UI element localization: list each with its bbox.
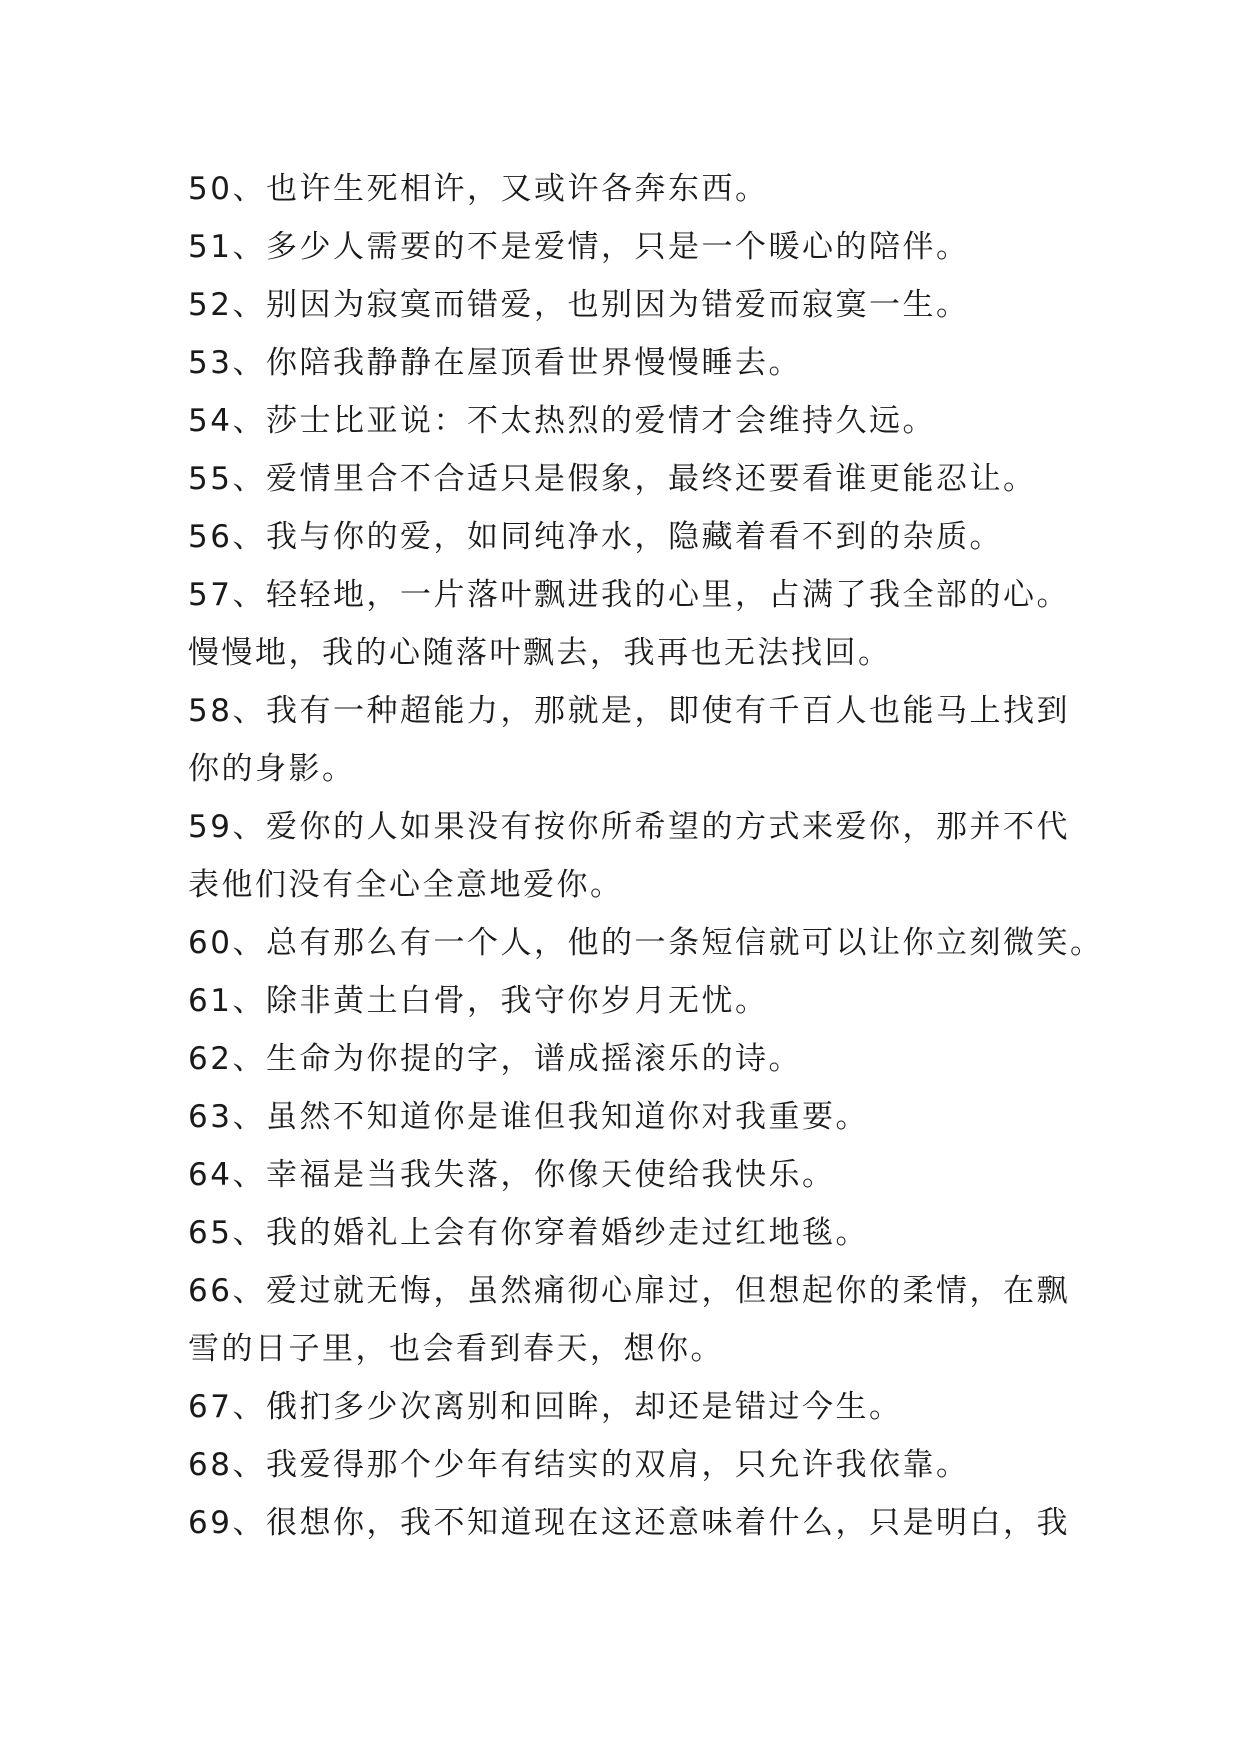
text-line: 66、爱过就无悔，虽然痛彻心扉过，但想起你的柔情，在飘	[188, 1273, 1070, 1309]
text-line: 50、也许生死相许，又或许各奔东西。	[188, 171, 769, 207]
text-line: 51、多少人需要的不是爱情，只是一个暖心的陪伴。	[188, 229, 970, 265]
text-line: 68、我爱得那个少年有结实的双肩，只允许我依靠。	[188, 1447, 970, 1483]
text-line: 58、我有一种超能力，那就是，即使有千百人也能马上找到	[188, 693, 1070, 729]
text-line: 54、莎士比亚说：不太热烈的爱情才会维持久远。	[188, 403, 936, 439]
text-line: 你的身影。	[188, 751, 356, 787]
text-line: 64、幸福是当我失落，你像天使给我快乐。	[188, 1157, 836, 1193]
text-line: 67、俄扪多少次离别和回眸，却还是错过今生。	[188, 1389, 903, 1425]
text-line: 59、爱你的人如果没有按你所希望的方式来爱你，那并不代	[188, 809, 1070, 845]
text-line: 56、我与你的爱，如同纯净水，隐藏着看不到的杂质。	[188, 519, 1003, 555]
text-line: 65、我的婚礼上会有你穿着婚纱走过红地毯。	[188, 1215, 869, 1251]
text-line: 雪的日子里，也会看到春天，想你。	[188, 1331, 724, 1367]
text-line: 表他们没有全心全意地爱你。	[188, 867, 624, 903]
text-line: 52、别因为寂寞而错爱，也别因为错爱而寂寞一生。	[188, 287, 970, 323]
text-line: 60、总有那么有一个人，他的一条短信就可以让你立刻微笑。	[188, 925, 1104, 961]
text-line: 61、除非黄土白骨，我守你岁月无忧。	[188, 983, 769, 1019]
text-line: 69、很想你，我不知道现在这还意味着什么，只是明白，我	[188, 1505, 1070, 1541]
text-line: 53、你陪我静静在屋顶看世界慢慢睡去。	[188, 345, 802, 381]
text-line: 慢慢地，我的心随落叶飘去，我再也无法找回。	[188, 635, 892, 671]
text-line: 62、生命为你提的字，谱成摇滚乐的诗。	[188, 1041, 802, 1077]
text-line: 55、爱情里合不合适只是假象，最终还要看谁更能忍让。	[188, 461, 1037, 497]
text-line: 63、虽然不知道你是谁但我知道你对我重要。	[188, 1099, 869, 1135]
text-line: 57、轻轻地，一片落叶飘进我的心里，占满了我全部的心。	[188, 577, 1070, 613]
document-body	[188, 160, 1104, 1552]
